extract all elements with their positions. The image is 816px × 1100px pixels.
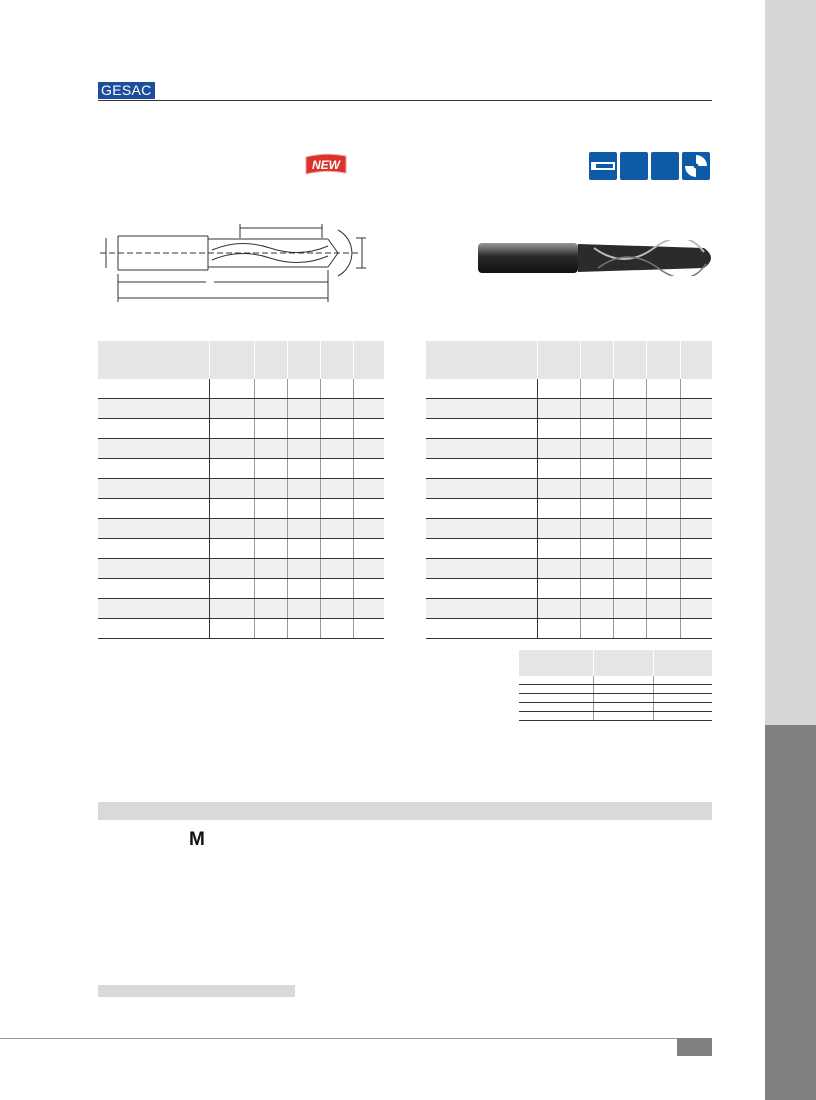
table-row — [426, 579, 712, 599]
table-row — [426, 619, 712, 639]
table-row — [98, 399, 384, 419]
table-row — [426, 399, 712, 419]
spec-table-right — [426, 341, 712, 639]
table-row — [98, 479, 384, 499]
side-cut-icon — [589, 152, 617, 180]
sidebar-chapter-tab[interactable] — [765, 725, 816, 1100]
subsection-bar — [98, 985, 295, 997]
table-row — [426, 419, 712, 439]
table-row — [519, 685, 712, 694]
table-row — [98, 439, 384, 459]
footer-divider — [0, 1038, 712, 1039]
table-row — [98, 499, 384, 519]
table-row — [98, 619, 384, 639]
table-row — [519, 712, 712, 721]
drill-technical-drawing — [100, 220, 370, 315]
table-row — [426, 499, 712, 519]
table-row — [98, 519, 384, 539]
spec-table-left — [98, 341, 384, 639]
table-row — [98, 559, 384, 579]
table-row — [519, 703, 712, 712]
new-badge-label: NEW — [312, 158, 340, 172]
blank-icon — [620, 152, 648, 180]
spec-table-header — [426, 341, 712, 379]
brand-logo: GESAC — [98, 82, 155, 99]
table-row — [426, 379, 712, 399]
blank-icon — [651, 152, 679, 180]
table-row — [426, 439, 712, 459]
table-row — [426, 519, 712, 539]
tolerance-table-header — [519, 650, 712, 676]
table-row — [426, 559, 712, 579]
table-row — [519, 676, 712, 685]
table-row — [98, 459, 384, 479]
table-row — [426, 479, 712, 499]
drill-product-photo — [474, 240, 720, 281]
page-number-tab — [677, 1038, 712, 1056]
section-header-bar — [98, 802, 712, 820]
table-row — [426, 539, 712, 559]
new-badge — [304, 152, 348, 183]
table-row — [98, 539, 384, 559]
table-row — [426, 599, 712, 619]
table-row — [519, 694, 712, 703]
drill-spiral-icon — [682, 152, 710, 180]
header-divider — [98, 100, 712, 101]
sidebar-light-panel — [765, 0, 816, 725]
material-m-glyph: M — [189, 829, 205, 850]
table-row — [98, 599, 384, 619]
table-row — [98, 419, 384, 439]
spec-table-header — [98, 341, 384, 379]
table-row — [426, 459, 712, 479]
tolerance-table — [519, 650, 712, 721]
table-row — [98, 379, 384, 399]
operation-icons — [589, 152, 710, 180]
table-row — [98, 579, 384, 599]
